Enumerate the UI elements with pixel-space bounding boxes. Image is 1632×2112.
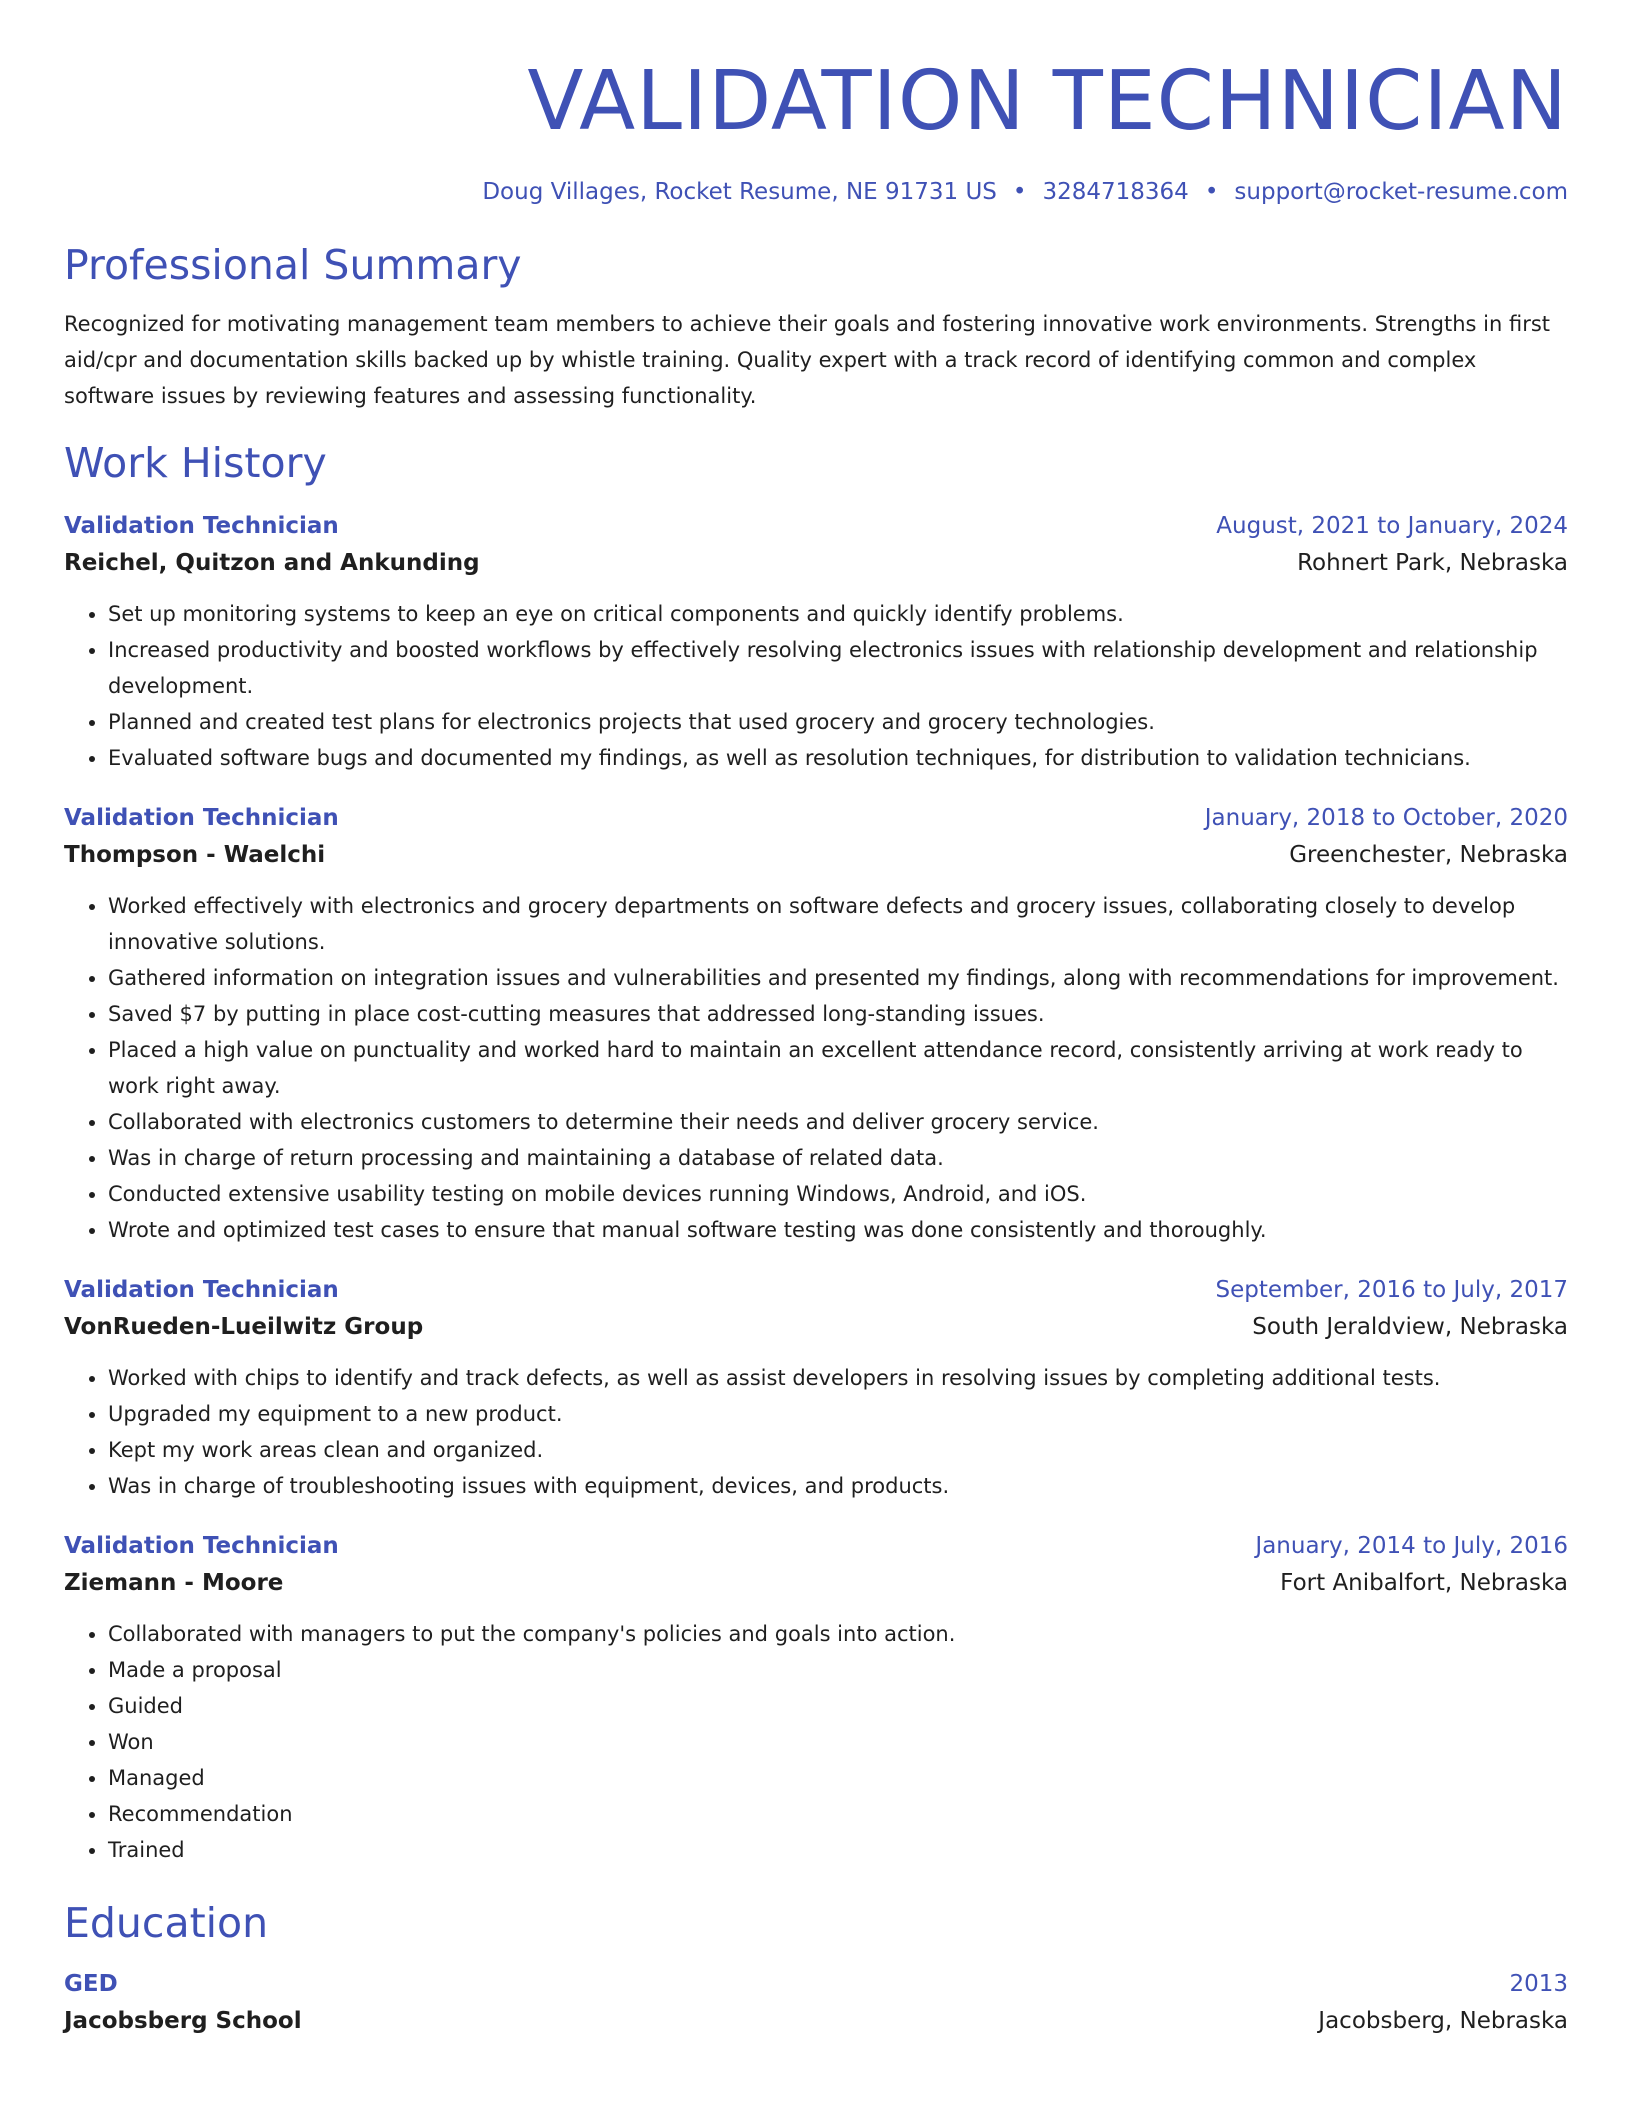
- resume-name: VALIDATION TECHNICIAN: [527, 54, 1568, 149]
- job-bullet: • Upgraded my equipment to a new product.: [108, 1396, 1568, 1432]
- job-bullet: • Evaluated software bugs and documented my findings, as well as resolution techniques, for distribution to validation technicians.: [108, 740, 1568, 776]
- job-bullet: • Gathered information on integration issues and vulnerabilities and presented my findings, along with recommendations for improvement.: [108, 960, 1568, 996]
- job-company-row: [64, 836, 1568, 874]
- education-school: Jacobsberg School: [64, 2008, 302, 2034]
- job-location: Greenchester, Nebraska: [1289, 842, 1568, 868]
- job-location: South Jeraldview, Nebraska: [1252, 1314, 1568, 1340]
- job-entry: [64, 1528, 1568, 1868]
- job-dates: January, 2018 to October, 2020: [1204, 805, 1568, 831]
- job-bullet: • Worked effectively with electronics and grocery departments on software defects and grocery issues, collaborating closely to develop innovative solutions.: [108, 888, 1568, 960]
- job-dates: August, 2021 to January, 2024: [1216, 513, 1568, 539]
- contact-address: Doug Villages, Rocket Resume, NE 91731 US: [482, 179, 997, 205]
- work-history-heading: Work History: [64, 439, 327, 487]
- job-bullet-list: [64, 1616, 1568, 1868]
- job-company-row: [64, 544, 1568, 582]
- summary-heading: Professional Summary: [64, 241, 522, 289]
- job-bullet: • Managed: [108, 1760, 1568, 1796]
- job-dates: September, 2016 to July, 2017: [1215, 1277, 1568, 1303]
- job-company: Ziemann - Moore: [64, 1570, 284, 1596]
- job-company-row: [64, 1308, 1568, 1346]
- job-location: Rohnert Park, Nebraska: [1297, 550, 1568, 576]
- job-bullet: • Collaborated with electronics customers to determine their needs and deliver grocery service.: [108, 1104, 1568, 1140]
- job-bullet: • Trained: [108, 1832, 1568, 1868]
- job-bullet: • Made a proposal: [108, 1652, 1568, 1688]
- job-bullet: • Saved $7 by putting in place cost-cutting measures that addressed long-standing issues.: [108, 996, 1568, 1032]
- job-title-row: [64, 508, 1568, 544]
- job-entry: [64, 508, 1568, 776]
- job-bullet: • Worked with chips to identify and track defects, as well as assist developers in resolving issues by completing additional tests.: [108, 1360, 1568, 1396]
- job-bullet: • Wrote and optimized test cases to ensure that manual software testing was done consistently and thoroughly.: [108, 1212, 1568, 1248]
- job-bullet: • Placed a high value on punctuality and worked hard to maintain an excellent attendance record, consistently arriving at work ready to work right away.: [108, 1032, 1568, 1104]
- job-bullet-list: [64, 1360, 1568, 1504]
- job-company: Reichel, Quitzon and Ankunding: [64, 550, 480, 576]
- job-bullet: • Recommendation: [108, 1796, 1568, 1832]
- job-title-row: [64, 1528, 1568, 1564]
- education-degree-row: [64, 1966, 1568, 2002]
- job-bullet: • Planned and created test plans for electronics projects that used grocery and grocery technologies.: [108, 704, 1568, 740]
- contact-separator: •: [1204, 179, 1219, 205]
- job-bullet: • Increased productivity and boosted workflows by effectively resolving electronics issues with relationship development and relationship development.: [108, 632, 1568, 704]
- education-list: [64, 1966, 1568, 2040]
- job-title: Validation Technician: [64, 1277, 339, 1303]
- job-company: VonRueden-Lueilwitz Group: [64, 1314, 424, 1340]
- summary-section: [64, 240, 1568, 414]
- education-school-row: [64, 2002, 1568, 2040]
- contact-separator: •: [1012, 179, 1027, 205]
- job-bullet: • Was in charge of return processing and maintaining a database of related data.: [108, 1140, 1568, 1176]
- resume-header: [64, 0, 1568, 208]
- job-bullet: • Collaborated with managers to put the company's policies and goals into action.: [108, 1616, 1568, 1652]
- job-dates: January, 2014 to July, 2016: [1255, 1533, 1568, 1559]
- job-bullet: • Conducted extensive usability testing on mobile devices running Windows, Android, and iOS.: [108, 1176, 1568, 1212]
- job-company-row: [64, 1564, 1568, 1602]
- education-year: 2013: [1509, 1971, 1568, 1997]
- contact-line: [64, 176, 1568, 208]
- contact-email: support@rocket-resume.com: [1234, 179, 1568, 205]
- job-title: Validation Technician: [64, 1533, 339, 1559]
- job-bullet: • Won: [108, 1724, 1568, 1760]
- education-degree: GED: [64, 1971, 118, 1997]
- work-history-section: [64, 438, 1568, 1868]
- job-bullet: • Was in charge of troubleshooting issues with equipment, devices, and products.: [108, 1468, 1568, 1504]
- job-title: Validation Technician: [64, 805, 339, 831]
- job-title-row: [64, 800, 1568, 836]
- contact-phone: 3284718364: [1042, 179, 1189, 205]
- job-company: Thompson - Waelchi: [64, 842, 326, 868]
- job-bullet: • Guided: [108, 1688, 1568, 1724]
- job-bullet: • Kept my work areas clean and organized.: [108, 1432, 1568, 1468]
- job-title: Validation Technician: [64, 513, 339, 539]
- job-list: [64, 508, 1568, 1868]
- job-entry: [64, 1272, 1568, 1504]
- education-entry: [64, 1966, 1568, 2040]
- job-bullet: • Set up monitoring systems to keep an eye on critical components and quickly identify problems.: [108, 596, 1568, 632]
- job-bullet-list: [64, 596, 1568, 776]
- resume-page: [64, 0, 1568, 2040]
- education-location: Jacobsberg, Nebraska: [1318, 2008, 1568, 2034]
- job-bullet-list: [64, 888, 1568, 1248]
- education-heading: Education: [64, 1899, 269, 1947]
- job-entry: [64, 800, 1568, 1248]
- job-location: Fort Anibalfort, Nebraska: [1280, 1570, 1568, 1596]
- education-section: [64, 1898, 1568, 2040]
- job-title-row: [64, 1272, 1568, 1308]
- summary-text: Recognized for motivating management team members to achieve their goals and fostering innovative work environments. Strengths in first aid/cpr and documentation skills backed up by whistle training. Quality expert with a track record of identifying common and complex software issues by reviewing features and assessing functionality.: [64, 312, 1551, 408]
